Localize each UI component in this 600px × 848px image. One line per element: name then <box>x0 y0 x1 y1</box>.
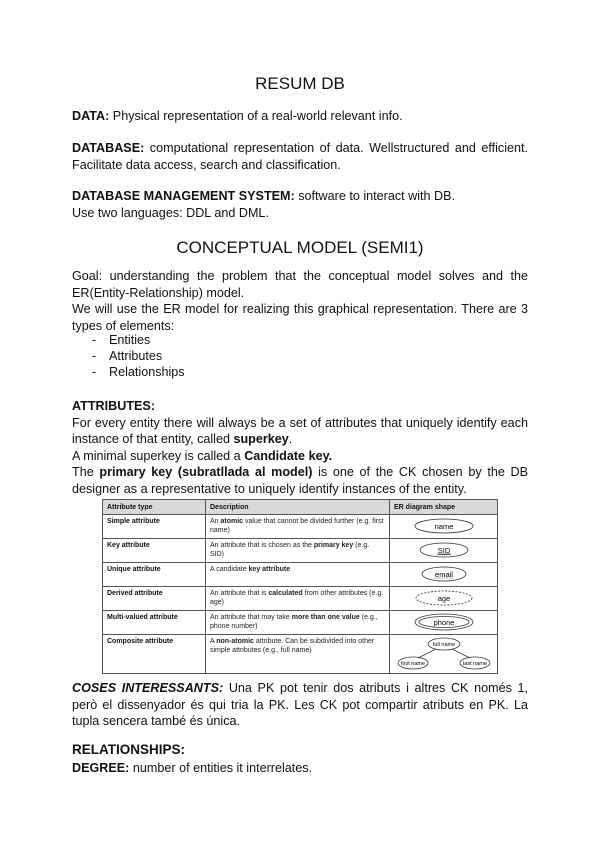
svg-text:email: email <box>434 570 453 579</box>
degree-definition: DEGREE: number of entities it interrelates. <box>72 761 313 775</box>
dbms-definition <box>72 188 528 221</box>
data-definition <box>72 108 528 125</box>
table-row: Key attribute An attribute that is chosen as the primary key (e.g. SID) SID <box>103 539 498 563</box>
list-item: - Relationships <box>92 365 185 379</box>
dbms-text: software to interact with DB. <box>294 189 456 203</box>
degree-term: DEGREE: <box>72 761 130 775</box>
composite-attribute-shape <box>390 635 498 674</box>
svg-text:phone: phone <box>433 618 454 627</box>
goal-paragraph <box>72 268 528 334</box>
primary-key-term: primary key (subratllada al model) <box>99 465 313 479</box>
attributes-heading: ATTRIBUTES: <box>72 399 156 413</box>
svg-text:last name: last name <box>462 661 487 667</box>
coses-interessants-term: COSES INTERESSANTS: <box>72 681 224 695</box>
relationships-heading: RELATIONSHIPS: <box>72 742 186 757</box>
attribute-types-table <box>102 499 498 674</box>
attributes-section: ATTRIBUTES: For every entity there will always be a set of attributes that uniquely identify each instance of that entity, called superkey. A minimal superkey is called a Candidate key. The primary key (subratllada al model) is one of the CK chosen by the DB designer as a representative to uniquely identify instances of the entity. <box>72 399 528 496</box>
key-attribute-shape <box>390 539 498 563</box>
data-term: DATA: <box>72 109 110 123</box>
svg-text:first name: first name <box>400 661 425 667</box>
goal-text: Goal: understanding the problem that the conceptual model solves and the ER(Entity-Relationship) model. <box>72 269 528 300</box>
multi-valued-attribute-shape <box>390 611 498 635</box>
derived-attribute-shape <box>390 587 498 611</box>
er-intro-text: We will use the ER model for realizing this graphical representation. There are 3 types of elements: <box>72 302 528 333</box>
svg-text:name: name <box>434 522 453 531</box>
svg-text:full name: full name <box>432 642 455 648</box>
table-header: Attribute type <box>103 500 206 515</box>
table-row: Unique attribute A candidate key attribute email <box>103 563 498 587</box>
table-row: Derived attribute An attribute that is calculated from other attributes (e.g. age) age <box>103 587 498 611</box>
table-header: ER diagram shape <box>390 500 498 515</box>
table-row: Simple attribute An atomic value that cannot be divided further (e.g. first name) name <box>103 515 498 539</box>
svg-text:age: age <box>437 594 450 603</box>
superkey-term: superkey <box>233 432 289 446</box>
svg-text:SID: SID <box>437 546 450 555</box>
list-item: - Entities <box>92 333 151 347</box>
database-text: computational representation of data. Wellstructured and efficient. Facilitate data access, search and classification. <box>72 141 528 172</box>
database-term: DATABASE: <box>72 141 145 155</box>
candidate-key-term: Candidate key. <box>244 448 333 463</box>
list-item: - Attributes <box>92 349 163 363</box>
database-definition <box>72 140 528 173</box>
page-title: RESUM DB <box>255 74 345 93</box>
coses-interessants-paragraph: COSES INTERESSANTS: Una PK pot tenir dos atributs i altres CK només 1, però el dissenyador és qui tria la PK. Les CK pot compartir atributs en PK. La tupla sencera també és única. <box>72 681 528 728</box>
table-row: Multi-valued attribute An attribute that may take more than one value (e.g., phone number) phone <box>103 611 498 635</box>
dbms-term: DATABASE MANAGEMENT SYSTEM: <box>72 189 295 203</box>
unique-attribute-shape <box>390 563 498 587</box>
data-text: Physical representation of a real-world relevant info. <box>109 109 403 123</box>
table-row: Composite attribute A non-atomic attribute. Can be subdivided into other simple attributes (e.g., full name) full name first name last name <box>103 635 498 674</box>
dbms-languages: Use two languages: DDL and DML. <box>72 205 269 220</box>
simple-attribute-shape <box>390 515 498 539</box>
table-header: Description <box>206 500 390 515</box>
section-title-conceptual-model: CONCEPTUAL MODEL (SEMI1) <box>176 238 424 257</box>
table-header-row <box>103 500 498 515</box>
